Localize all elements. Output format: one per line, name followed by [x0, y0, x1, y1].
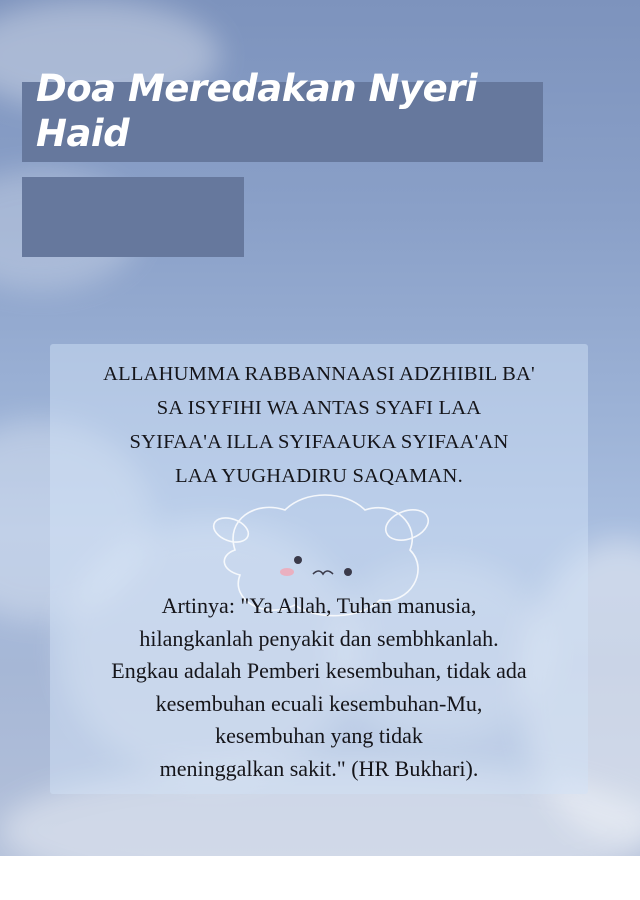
prayer-line: ALLAHUMMA RABBANNAASI ADZHIBIL BA': [103, 363, 535, 385]
subtitle-band: [22, 177, 244, 257]
translation-text: [50, 590, 588, 785]
translation-line: kesembuhan yang tidak: [215, 723, 423, 748]
prayer-text: [50, 357, 588, 493]
translation-line: kesembuhan ecuali kesembuhan-Mu,: [155, 690, 483, 716]
translation-line: hilangkanlah penyakit dan sembhkanlah.: [139, 625, 499, 651]
translation-line: meninggalkan sakit." (HR Bukhari).: [159, 755, 479, 781]
title-line: Doa Meredakan Nyeri: [36, 67, 478, 110]
prayer-line: SYIFAA'A ILLA SYIFAAUKA SYIFAA'AN: [129, 431, 509, 453]
prayer-line: LAA YUGHADIRU SAQAMAN.: [175, 465, 463, 487]
translation-line: Engkau adalah Pemberi kesembuhan, tidak ada: [111, 658, 527, 683]
translation-line: Artinya: "Ya Allah, Tuhan manusia,: [161, 593, 477, 618]
title-line: Haid: [36, 112, 130, 155]
prayer-line: SA ISYFIHI WA ANTAS SYAFI LAA: [156, 397, 482, 419]
page-title: [36, 66, 556, 156]
